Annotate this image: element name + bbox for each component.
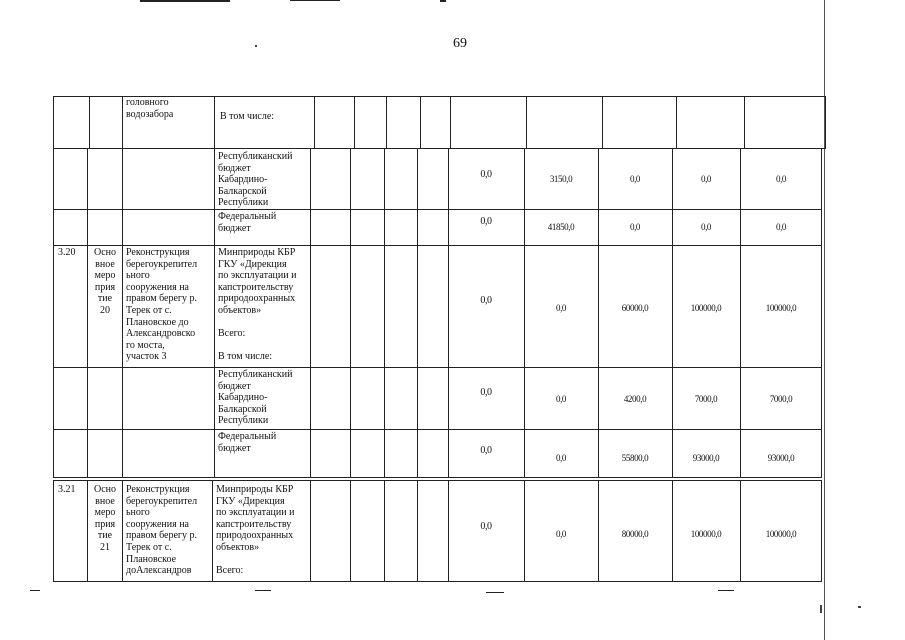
table-block-321 xyxy=(53,480,822,582)
row-320-value-2: 0,0 xyxy=(555,303,567,313)
scan-dot-3 xyxy=(858,606,861,608)
row-320-number: 3.20 xyxy=(58,247,76,258)
row-a-value-4: 0,0 xyxy=(700,174,712,184)
row-head-object: головного водозабора xyxy=(126,97,174,120)
row-320-value-4: 100000,0 xyxy=(690,303,722,313)
row-321-number: 3.21 xyxy=(58,484,76,495)
table-row-head xyxy=(53,96,826,149)
scan-bottom-line-1 xyxy=(30,590,40,591)
row-320-value-1: 0,0 xyxy=(480,295,492,306)
row-d-source: Федеральный бюджет xyxy=(218,431,277,454)
row-c-value-5: 7000,0 xyxy=(769,394,793,404)
row-320-object: Реконструкция берегоукрепител ьного сооружения на правом берегу р. Терек от с. Плановское до Александровско го моста, участок 3 xyxy=(126,247,198,363)
scan-bottom-line-2 xyxy=(255,590,271,591)
row-b-value-3: 0,0 xyxy=(629,222,641,232)
scan-top-line-3 xyxy=(440,0,446,2)
scan-top-line-1 xyxy=(140,0,230,2)
row-d-value-1: 0,0 xyxy=(480,445,492,456)
scan-bottom-line-4 xyxy=(718,590,734,591)
row-321-value-5: 100000,0 xyxy=(765,529,797,539)
row-c-value-3: 4200,0 xyxy=(623,394,647,404)
row-c-value-1: 0,0 xyxy=(480,387,492,398)
row-b-value-4: 0,0 xyxy=(700,222,712,232)
row-d-value-4: 93000,0 xyxy=(692,453,720,463)
row-a-value-5: 0,0 xyxy=(775,174,787,184)
row-d-value-3: 55800,0 xyxy=(621,453,649,463)
row-b-source: Федеральный бюджет xyxy=(218,211,277,234)
scan-dot-1 xyxy=(255,45,257,47)
row-a-value-1: 0,0 xyxy=(480,169,492,180)
row-a-source: Республиканский бюджет Кабардино- Балкарской Республики xyxy=(218,151,293,209)
row-320-source: Минприроды КБР ГКУ «Дирекция по эксплуатации и капстроительству природоохранных объектов» Всего: В том числе: xyxy=(218,247,297,363)
row-b-value-2: 41850,0 xyxy=(547,222,575,232)
row-b-value-1: 0,0 xyxy=(480,216,492,227)
row-320-type: Осно вное меро прия тие 20 xyxy=(93,247,116,316)
page-number: 69 xyxy=(453,36,467,51)
row-c-value-4: 7000,0 xyxy=(694,394,718,404)
scan-dot-2 xyxy=(820,605,822,613)
row-320-value-3: 60000,0 xyxy=(621,303,649,313)
row-a-value-3: 0,0 xyxy=(629,174,641,184)
row-a-value-2: 3150,0 xyxy=(549,174,573,184)
row-321-source: Минприроды КБР ГКУ «Дирекция по эксплуатации и капстроительству природоохранных объектов» Всего: xyxy=(216,484,295,577)
row-b-value-5: 0,0 xyxy=(775,222,787,232)
row-c-source: Республиканский бюджет Кабардино- Балкарской Республики xyxy=(218,369,293,427)
table-block-320 xyxy=(53,148,822,478)
row-320-value-5: 100000,0 xyxy=(765,303,797,313)
row-321-value-3: 80000,0 xyxy=(621,529,649,539)
row-321-type: Осно вное меро прия тие 21 xyxy=(93,484,116,553)
row-321-value-2: 0,0 xyxy=(555,529,567,539)
row-321-value-4: 100000,0 xyxy=(690,529,722,539)
scan-top-line-2 xyxy=(290,0,340,1)
row-c-value-2: 0,0 xyxy=(555,394,567,404)
row-321-value-1: 0,0 xyxy=(480,521,492,532)
row-d-value-2: 0,0 xyxy=(555,453,567,463)
scan-bottom-line-3 xyxy=(486,592,504,593)
row-head-source: В том числе: xyxy=(220,111,275,122)
row-d-value-5: 93000,0 xyxy=(767,453,795,463)
row-321-object: Реконструкция берегоукрепител ьного сооружения на правом берегу р. Терек от с. Плановское доАлександров xyxy=(126,484,198,577)
